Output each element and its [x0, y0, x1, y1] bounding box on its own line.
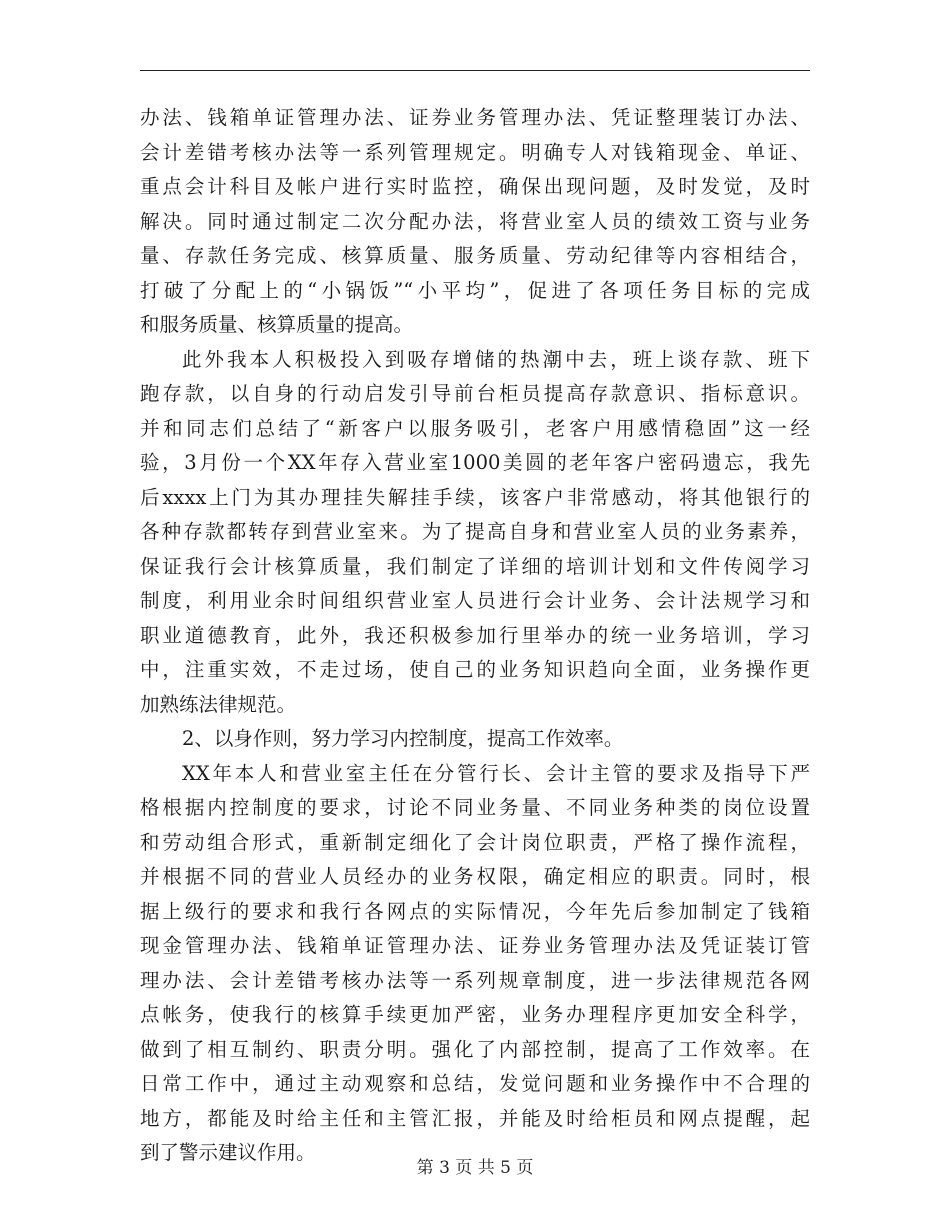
text-line: 重点会计科目及帐户进行实时监控，确保出现问题，及时发觉，及时: [140, 175, 810, 198]
text-line: 和劳动组合形式，重新制定细化了会计岗位职责，严格了操作流程，: [140, 830, 810, 854]
section-heading: 2、以身作则，努力学习内控制度，提高工作效率。: [182, 727, 624, 750]
text-line: 跑存款，以自身的行动启发引导前台柜员提高存款意识、指标意识。: [140, 382, 810, 405]
text-line: 理办法、会计差错考核办法等一系列规章制度，进一步法律规范各网: [140, 968, 810, 992]
text-line: 到了警示建议作用。: [140, 1141, 316, 1164]
text-line: 打破了分配上的“小锅饭”“小平均”，促进了各项任务目标的完成: [140, 278, 810, 302]
document-body: [140, 101, 810, 1171]
text-line: 加熟练法律规范。: [140, 692, 297, 716]
text-line: 各种存款都转存到营业室来。为了提高自身和营业室人员的业务素养，: [140, 520, 810, 543]
text-line: 地方，都能及时给主任和主管汇报，并能及时给柜员和网点提醒，起: [140, 1106, 810, 1130]
text-line: 格根据内控制度的要求，讨论不同业务量、不同业务种类的岗位设置: [140, 796, 810, 819]
text-line: XX年本人和营业室主任在分管行长、会计主管的要求及指导下严: [182, 761, 810, 785]
text-line: 解决。同时通过制定二次分配办法，将营业室人员的绩效工资与业务: [140, 209, 810, 233]
text-line: 中，注重实效，不走过场，使自己的业务知识趋向全面，业务操作更: [140, 658, 810, 681]
text-line: 和服务质量、核算质量的提高。: [140, 313, 414, 336]
text-line: 此外我本人积极投入到吸存增储的热潮中去，班上谈存款、班下: [182, 347, 810, 371]
text-line: 量、存款任务完成、核算质量、服务质量、劳动纪律等内容相结合，: [140, 244, 810, 267]
page-number-footer: 第 3 页 共 5 页: [416, 1158, 534, 1178]
text-line: 点帐务，使我行的核算手续更加严密，业务办理程序更加安全科学，: [140, 1003, 810, 1026]
text-line: 验，3月份一个XX年存入营业室1000美圆的老年客户密码遗忘，我先: [140, 451, 810, 474]
text-line: 并和同志们总结了“新客户以服务吸引，老客户用感情稳固”这一经: [140, 416, 810, 440]
text-line: 保证我行会计核算质量，我们制定了详细的培训计划和文件传阅学习: [140, 554, 810, 578]
header-rule: [140, 70, 810, 71]
text-line: 制度，利用业余时间组织营业室人员进行会计业务、会计法规学习和: [140, 589, 810, 612]
text-line: 后xxxx上门为其办理挂失解挂手续，该客户非常感动，将其他银行的: [140, 485, 810, 509]
text-line: 办法、钱箱单证管理办法、证券业务管理办法、凭证整理装订办法、: [140, 106, 810, 129]
text-line: 据上级行的要求和我行各网点的实际情况，今年先后参加制定了钱箱: [140, 899, 810, 923]
paragraph-1: [140, 101, 810, 343]
text-line: 日常工作中，通过主动观察和总结，发觉问题和业务操作中不合理的: [140, 1072, 810, 1095]
text-line: 做到了相互制约、职责分明。强化了内部控制，提高了工作效率。在: [140, 1037, 810, 1061]
paragraph-2: [140, 343, 810, 723]
paragraph-3: [140, 757, 810, 1171]
text-line: 会计差错考核办法等一系列管理规定。明确专人对钱箱现金、单证、: [140, 140, 810, 164]
text-line: 职业道德教育，此外，我还积极参加行里举办的统一业务培训，学习: [140, 623, 810, 647]
text-line: 并根据不同的营业人员经办的业务权限，确定相应的职责。同时，根: [140, 865, 810, 888]
text-line: 现金管理办法、钱箱单证管理办法、证券业务管理办法及凭证装订管: [140, 934, 810, 957]
